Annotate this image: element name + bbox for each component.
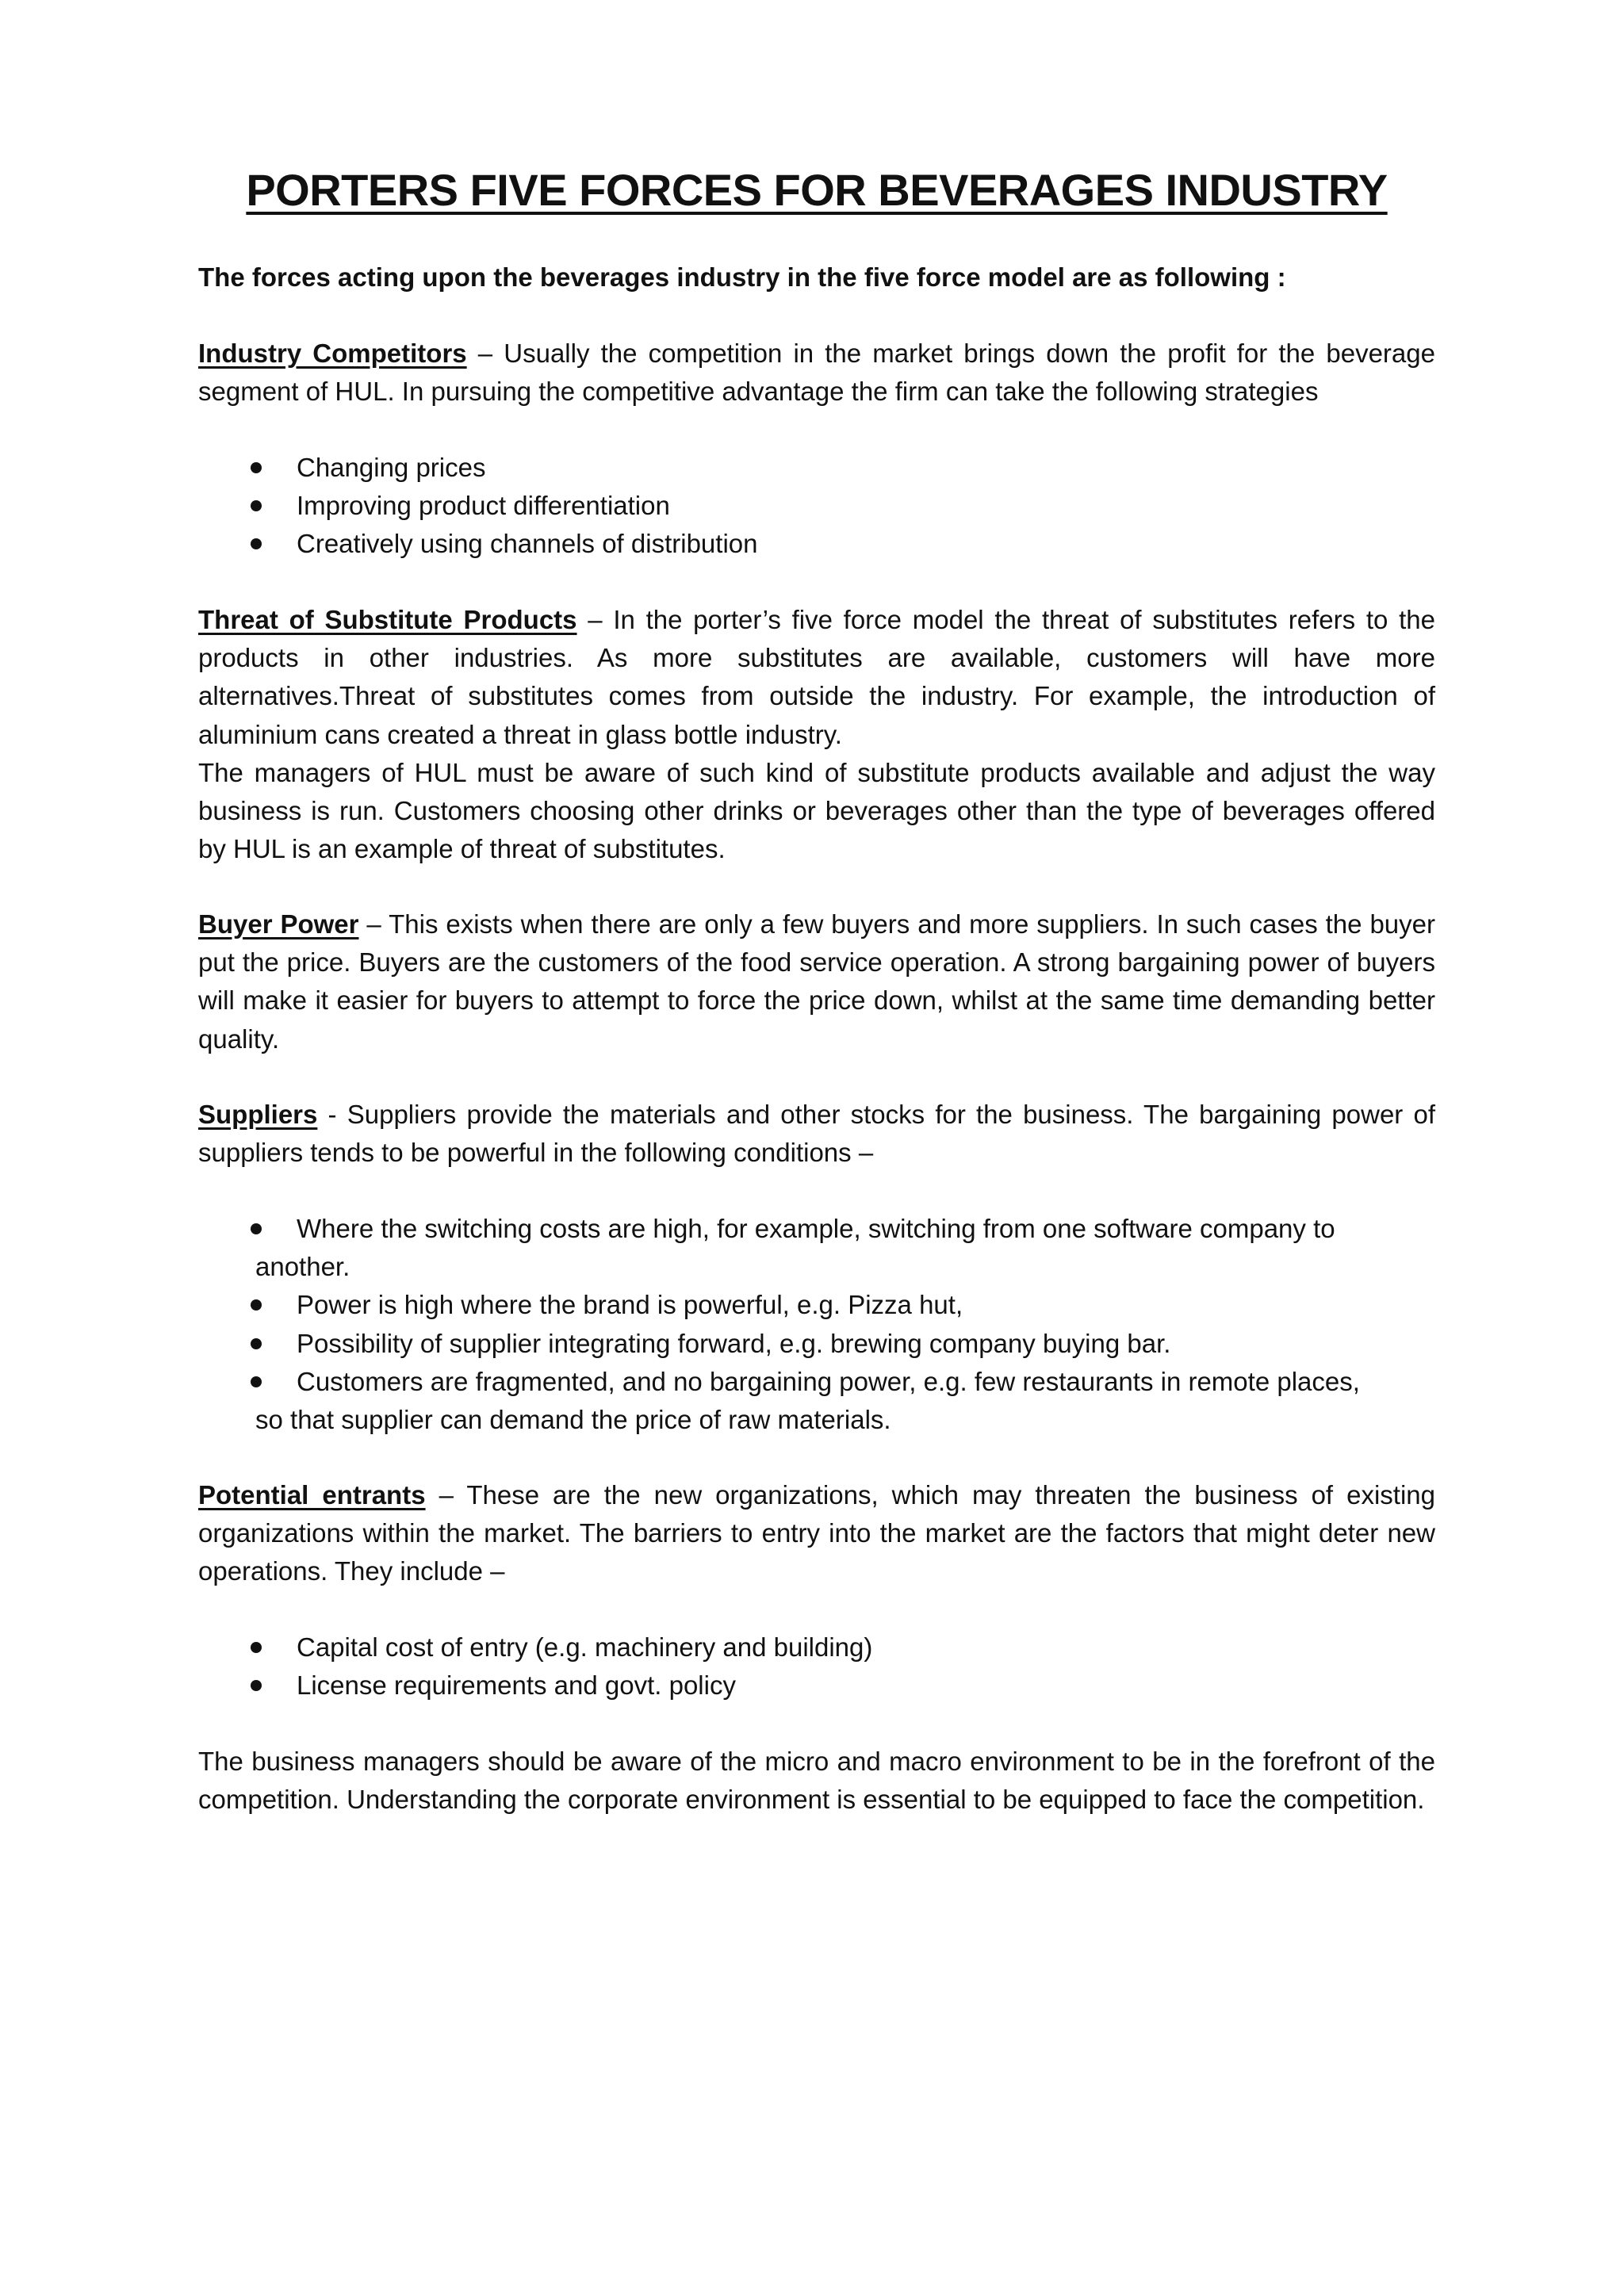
conclusion-text: The business managers should be aware of the micro and macro environment to be in the forefront of the competition. Understanding the corporate environment is essential to be equipped to face the competition. (198, 1747, 1435, 1815)
section-text-suppliers: - Suppliers provide the materials and other stocks for the business. The bargaining power of suppliers tends to be powerful in the following conditions – (198, 1100, 1435, 1168)
bullet-icon (251, 462, 262, 473)
suppliers-bullet-list (198, 1210, 1435, 1439)
section-text-competitors: – Usually the competition in the market brings down the profit for the beverage segment of HUL. In pursuing the competitive advantage the firm can take the following strategies (198, 339, 1435, 407)
section-heading-buyer: Buyer Power (198, 909, 359, 939)
intro-text: The forces acting upon the beverages industry in the five force model are as following : (198, 262, 1286, 292)
section-text-substitutes-2: The managers of HUL must be aware of such kind of substitute products available and adjust the way business is run. Customers choosing other drinks or beverages other than the type of beverages offered by HUL is an example of threat of substitutes. (198, 757, 1435, 864)
section-potential-entrants (198, 1476, 1435, 1591)
section-text-buyer: – This exists when there are only a few buyers and more suppliers. In such cases the buyer put the price. Buyers are the customers of the food service operation. A strong bargaining power of buyers will make it easier for buyers to attempt to force the price down, whilst at the same time demanding better quality. (198, 909, 1435, 1054)
bullet-icon (251, 1680, 262, 1691)
section-buyer-power (198, 905, 1435, 1058)
section-text-substitutes: – In the porter’s five force model the threat of substitutes refers to the products in other industries. As more substitutes are available, customers will have more alternatives.Threat of substitutes comes from outside the industry. For example, the introduction of aluminium cans created a threat in glass bottle industry. (198, 605, 1435, 749)
bullet-icon (251, 1642, 262, 1653)
list-item: Changing prices (198, 449, 1435, 487)
list-item: Capital cost of entry (e.g. machinery and building) (198, 1628, 1435, 1667)
section-heading-competitors: Industry Competitors (198, 339, 467, 368)
section-heading-entrants: Potential entrants (198, 1480, 426, 1510)
list-item: Where the switching costs are high, for example, switching from one software company to another. (198, 1210, 1435, 1286)
page-title: PORTERS FIVE FORCES FOR BEVERAGES INDUSTRY (246, 165, 1388, 215)
bullet-icon (251, 1299, 262, 1311)
section-suppliers (198, 1096, 1435, 1172)
section-industry-competitors (198, 335, 1435, 411)
bullet-icon (251, 1338, 262, 1349)
bullet-icon (251, 1223, 262, 1234)
section-conclusion (198, 1743, 1435, 1819)
list-item: Possibility of supplier integrating forward, e.g. brewing company buying bar. (198, 1325, 1435, 1363)
list-item: License requirements and govt. policy (198, 1667, 1435, 1705)
entrants-bullet-list (198, 1628, 1435, 1705)
list-item: Creatively using channels of distribution (198, 525, 1435, 563)
bullet-icon (251, 1376, 262, 1387)
bullet-icon (251, 500, 262, 511)
section-heading-suppliers: Suppliers (198, 1100, 318, 1129)
list-item: Improving product differentiation (198, 487, 1435, 525)
list-item: Customers are fragmented, and no bargaining power, e.g. few restaurants in remote places, so that supplier can demand the price of raw materials. (198, 1363, 1435, 1439)
section-text-entrants: – These are the new organizations, which may threaten the business of existing organizations within the market. The barriers to entry into the market are the factors that might deter new operations. They include – (198, 1480, 1435, 1586)
section-threat-of-substitutes (198, 601, 1435, 868)
list-item: Power is high where the brand is powerful, e.g. Pizza hut, (198, 1286, 1435, 1324)
section-heading-substitutes: Threat of Substitute Products (198, 605, 577, 634)
bullet-icon (251, 538, 262, 549)
competitors-bullet-list (198, 449, 1435, 564)
